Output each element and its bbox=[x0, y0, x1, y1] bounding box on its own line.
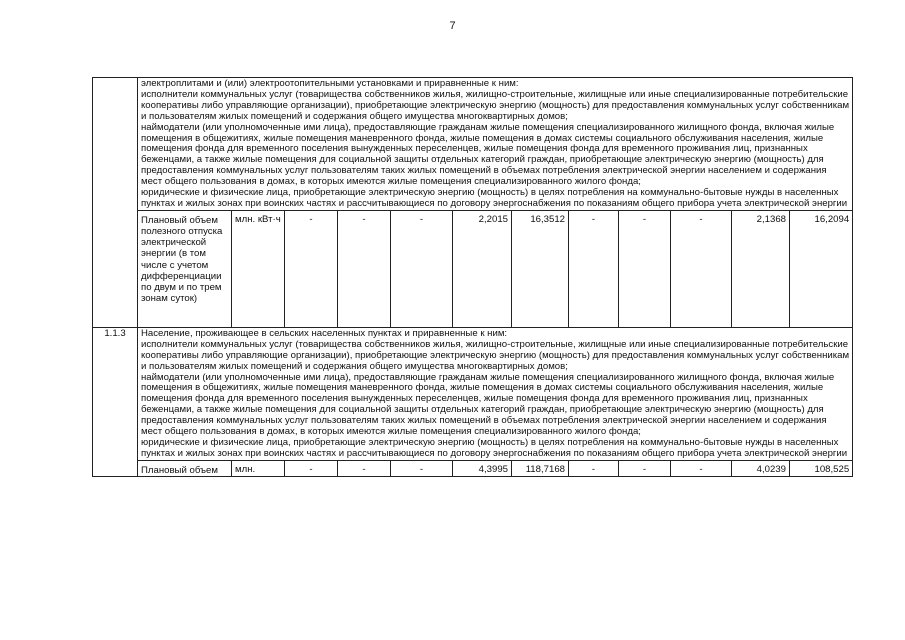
value-cell: - bbox=[671, 210, 732, 327]
value-cell: - bbox=[569, 460, 619, 476]
value-cell: 4,0239 bbox=[732, 460, 790, 476]
value-cell: - bbox=[619, 460, 671, 476]
tariff-table bbox=[92, 77, 853, 477]
description-paragraph: Население, проживающее в сельских населенных пунктах и приравненные к ним: bbox=[141, 327, 508, 339]
section-number: 1.1.3 bbox=[93, 327, 138, 476]
value-cell: - bbox=[338, 210, 391, 327]
section-description-row bbox=[93, 327, 853, 460]
value-cell: - bbox=[285, 460, 338, 476]
value-cell: 118,7168 bbox=[512, 460, 569, 476]
value-cell: 4,3995 bbox=[453, 460, 512, 476]
value-cell: - bbox=[391, 210, 453, 327]
table-row bbox=[93, 460, 853, 476]
description-paragraph: электроплитами и (или) электроотопительными установками и приравненные к ним: bbox=[141, 78, 519, 89]
section-description bbox=[138, 78, 853, 211]
description-paragraph: исполнители коммунальных услуг (товарищества собственников жилья, жилищно-строительные, жилищные или иные специализированные потребительские кооперативы либо управляющие организации), приобретающие электрическую энергию (мощность) для предоставления коммунальных услуг собственникам и пользователям жилых помещений и содержания общего имущества многоквартирных домов; bbox=[141, 88, 850, 122]
value-cell: 16,2094 bbox=[790, 210, 853, 327]
section-number bbox=[93, 78, 138, 328]
row-unit: млн. кВт·ч bbox=[232, 210, 285, 327]
value-cell: 2,1368 bbox=[732, 210, 790, 327]
description-paragraph: наймодатели (или уполномоченные ими лица), предоставляющие гражданам жилые помещения специализированного жилищного фонда, включая жилые помещения в общежитиях, жилые помещения маневренного фонда, жилые помещения в домах системы социального обслуживания населения, жилые помещения фонда для временного поселения вынужденных переселенцев, жилые помещения фонда для временного проживания лиц, признанных беженцами, а также жилые помещения для социальной защиты отдельных категорий граждан, приобретающие электрическую энергию (мощность) для предоставления коммунальных услуг пользователям таких жилых помещений в объемах потребления электрической энергии населением и содержания мест общего пользования в домах, в которых имеются жилые помещения специализированного жилого фонда; bbox=[141, 121, 835, 188]
section-description-row bbox=[93, 78, 853, 211]
value-cell: 2,2015 bbox=[453, 210, 512, 327]
value-cell: - bbox=[569, 210, 619, 327]
value-cell: 16,3512 bbox=[512, 210, 569, 327]
row-label: Плановый объем bbox=[138, 460, 232, 476]
value-cell: - bbox=[671, 460, 732, 476]
value-cell: - bbox=[619, 210, 671, 327]
value-cell: - bbox=[338, 460, 391, 476]
description-paragraph: наймодатели (или уполномоченные ими лица), предоставляющие гражданам жилые помещения специализированного жилищного фонда, включая жилые помещения в общежитиях, жилые помещения маневренного фонда, жилые помещения в домах системы социального обслуживания населения, жилые помещения фонда для временного поселения вынужденных переселенцев, жилые помещения фонда для временного проживания лиц, признанных беженцами, а также жилые помещения для социальной защиты отдельных категорий граждан, приобретающие электрическую энергию (мощность) для предоставления коммунальных услуг пользователям таких жилых помещений в объемах потребления электрической энергии населением и содержания мест общего пользования в домах, в которых имеются жилые помещения специализированного жилого фонда; bbox=[141, 371, 835, 438]
section-description bbox=[138, 327, 853, 460]
description-paragraph: исполнители коммунальных услуг (товарищества собственников жилья, жилищно-строительные, жилищные или иные специализированные потребительские кооперативы либо управляющие организации), приобретающие электрическую энергию (мощность) для предоставления коммунальных услуг собственникам и пользователям жилых помещений и содержания общего имущества многоквартирных домов; bbox=[141, 338, 850, 372]
row-unit: млн. bbox=[232, 460, 285, 476]
description-paragraph: юридические и физические лица, приобретающие электрическую энергию (мощность) в целях потребления на коммунально-бытовые нужды в населенных пунктах и жилых зонах при воинских частях и рассчитывающиеся по договору энергоснабжения по показаниям общего прибора учета электрической энергии bbox=[141, 436, 848, 459]
description-paragraph: юридические и физические лица, приобретающие электрическую энергию (мощность) в целях потребления на коммунально-бытовые нужды в населенных пунктах и жилых зонах при воинских частях и рассчитывающиеся по договору энергоснабжения по показаниям общего прибора учета электрической энергии bbox=[141, 187, 848, 209]
page-number: 7 bbox=[449, 20, 456, 32]
table-row bbox=[93, 210, 853, 327]
row-label: Плановый объем полезного отпуска электрической энергии (в том числе с учетом дифференциации по двум и по трем зонам суток) bbox=[138, 210, 232, 327]
value-cell: 108,525 bbox=[790, 460, 853, 476]
value-cell: - bbox=[391, 460, 453, 476]
value-cell: - bbox=[285, 210, 338, 327]
